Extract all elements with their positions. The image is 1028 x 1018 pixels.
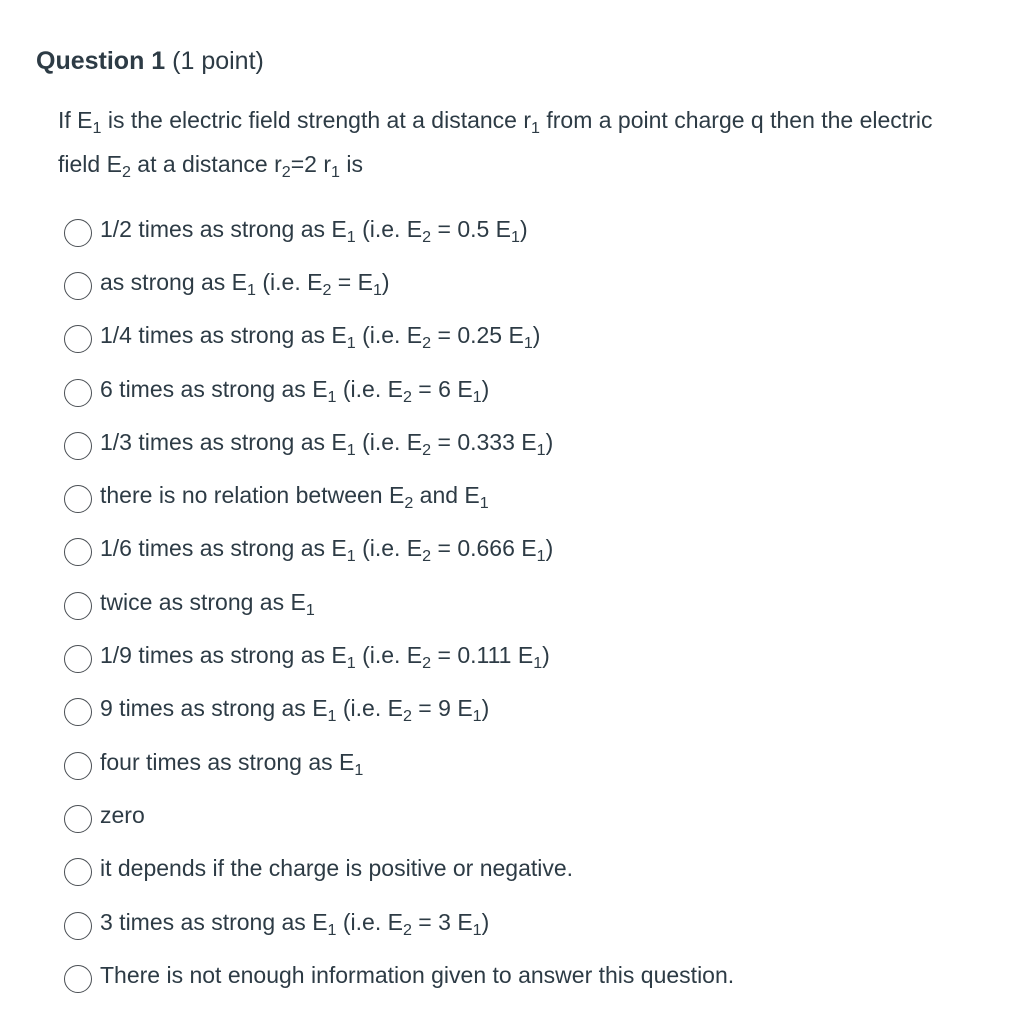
question-container — [36, 44, 996, 988]
answer-option-label: 6 times as strong as $E_1$ (i.e. $E_2 = 6$ $E_1$) — [100, 375, 490, 406]
answer-option[interactable] — [64, 575, 734, 628]
answer-radio[interactable] — [64, 432, 92, 460]
answer-radio[interactable] — [64, 379, 92, 407]
answer-option-label: four times as strong as $E_1$ — [100, 748, 364, 779]
answer-radio[interactable] — [64, 272, 92, 300]
answer-option[interactable] — [64, 628, 734, 681]
answer-radio[interactable] — [64, 858, 92, 886]
answer-radio[interactable] — [64, 219, 92, 247]
answer-radio[interactable] — [64, 538, 92, 566]
answer-option-label: 1/6 times as strong as $E_1$ (i.e. $E_2 = 0.666$ $E_1$) — [100, 535, 554, 566]
answer-option-label: 9 times as strong as $E_1$ (i.e. $E_2 = 9$ $E_1$) — [100, 695, 490, 726]
answer-radio[interactable] — [64, 592, 92, 620]
answer-option[interactable] — [64, 202, 734, 255]
question-title: Question 1 — [36, 47, 166, 75]
answer-option-label: There is not enough information given to answer this question. — [100, 961, 735, 988]
answer-radio[interactable] — [64, 965, 92, 993]
answer-option[interactable] — [64, 948, 734, 1001]
answer-option-label: it depends if the charge is positive or negative. — [100, 855, 574, 882]
question-header — [36, 44, 996, 78]
answer-option-label: 3 times as strong as $E_1$ (i.e. $E_2 = 3$ $E_1$) — [100, 908, 490, 939]
answer-option[interactable] — [64, 788, 734, 841]
answer-option[interactable] — [64, 842, 734, 895]
answer-option-label: 1/2 times as strong as $E_1$ (i.e. $E_2 = 0.5$ $E_1$) — [100, 215, 528, 246]
answer-option-label: there is no relation between $E_2$ and $E_1$ — [100, 482, 489, 512]
answer-option-label: 1/9 times as strong as $E_1$ (i.e. $E_2 = 0.111$ $E_1$) — [100, 642, 550, 672]
answer-option-label: 1/4 times as strong as $E_1$ (i.e. $E_2 = 0.25$ $E_1$) — [100, 322, 541, 353]
question-points: (1 point) — [172, 47, 264, 75]
answer-radio[interactable] — [64, 912, 92, 940]
answer-radio[interactable] — [64, 325, 92, 353]
answer-option[interactable] — [64, 522, 734, 575]
answer-option[interactable] — [64, 468, 734, 521]
answer-option-label: twice as strong as $E_1$ — [100, 588, 315, 619]
answer-option-label: 1/3 times as strong as $E_1$ (i.e. $E_2 = 0.333$ $E_1$) — [100, 428, 554, 459]
question-text: If $E_1$ is the electric field strength at a distance $r_1$ from a point charge q then the electric field $E_2$ at a distance $r_2=2$ $r_1$ is — [58, 107, 933, 181]
answer-option[interactable] — [64, 415, 734, 468]
answer-option[interactable] — [64, 255, 734, 308]
answer-option[interactable] — [64, 735, 734, 788]
answer-radio[interactable] — [64, 485, 92, 513]
answer-options-list — [64, 202, 734, 1001]
answer-option[interactable] — [64, 362, 734, 415]
answer-option-label: as strong as $E_1$ (i.e. $E_2 = E_1$) — [100, 268, 390, 299]
answer-option[interactable] — [64, 682, 734, 735]
answer-radio[interactable] — [64, 805, 92, 833]
answer-radio[interactable] — [64, 698, 92, 726]
answer-option[interactable] — [64, 895, 734, 948]
answer-option-label: zero — [100, 801, 145, 828]
answer-radio[interactable] — [64, 752, 92, 780]
answer-option[interactable] — [64, 309, 734, 362]
answer-radio[interactable] — [64, 645, 92, 673]
